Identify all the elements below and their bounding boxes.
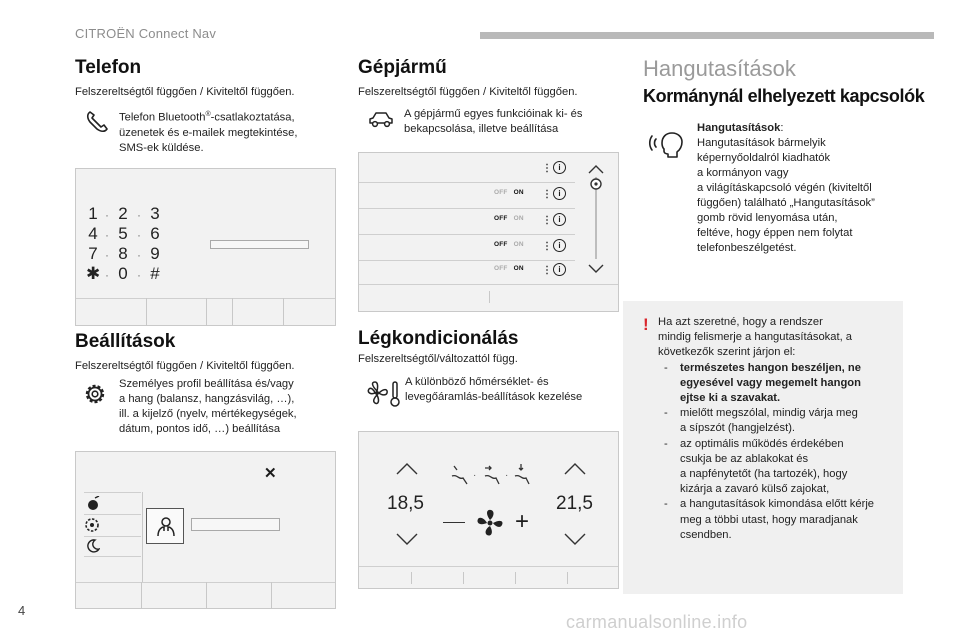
keypad-key[interactable]: 8 [118,244,128,263]
description-line: függően) található „Hangutasítások” [697,197,875,209]
keypad-key[interactable]: 7 [88,244,98,263]
climate-screen [358,431,619,589]
phone-icon [84,109,110,135]
keypad-separator: · [137,208,141,222]
info-icon[interactable]: i [553,187,566,200]
description-line: Hangutasítások bármelyik [697,137,826,149]
keypad-row [86,204,164,224]
number-field[interactable] [210,240,309,249]
watermark: carmanualsonline.info [566,612,748,632]
keypad-key[interactable]: 9 [150,244,160,263]
temp-right-down-icon[interactable] [563,532,587,546]
temp-left-value: 18,5 [387,493,424,514]
keypad-key[interactable]: 1 [88,204,98,223]
tip-text [658,315,902,543]
hangutasitasok-subtitle: Kormánynál elhelyezett kapcsolók [643,86,925,106]
keypad-row [86,224,164,244]
keypad-key[interactable]: 6 [150,224,160,243]
info-icon[interactable]: i [553,263,566,276]
airflow-modes-icon[interactable] [449,462,541,486]
fan-minus-icon[interactable] [443,522,465,523]
section-title-legkondi: Légkondicionálás [358,328,519,349]
keypad-separator: · [137,228,141,242]
telefon-subtitle: Felszereltségtől függően / Kiviteltől függően. [75,86,295,98]
svg-text:·: · [505,470,509,481]
voice-command-icon [648,127,686,161]
telefon-screen [75,168,336,326]
tip-intro-line: következők szerint járjon el: [658,346,796,359]
moon-icon[interactable] [86,539,100,553]
description-line: telefonbeszélgetést. [697,242,797,254]
user-profile-button[interactable] [146,508,184,544]
description-line: gomb rövid lenyomása után, [697,212,838,224]
keypad-key[interactable]: 3 [150,204,160,223]
description-line: képernyőoldalról kiadhatók [697,152,831,164]
beallitasok-subtitle: Felszereltségtől függően / Kiviteltől függően. [75,360,295,372]
hangutasitasok-description: Hangutasítások: Hangutasítások bármelyik képernyőoldalról kiadhatók a kormányon vagy a világításkapcsoló végén (kiviteltől függően) található „Hangutasítások” gomb rövid lenyomása után, feltéve, hogy éppen nem folytat telefonbeszélgetést. [697,121,907,256]
toggle-row-3[interactable]: OFF ON [494,241,524,248]
tip-intro-line: Ha azt szeretné, hogy a rendszer [658,316,823,328]
legkondi-description: A különböző hőmérséklet- és levegőáramlás-beállítások kezelése [405,376,583,403]
tip-list-item: - a hangutasítások kimondása előtt kérje meg a többi utast, hogy maradjanak csendben. [664,498,875,541]
keypad-key[interactable]: 5 [118,224,128,243]
telefon-description: Telefon Bluetooth®-csatlakoztatása, üzenetek és e-mailek megtekintése, SMS-ek küldése. [119,111,298,154]
toggle-row-4[interactable]: OFF ON [494,265,524,272]
keypad-separator: · [105,228,109,242]
gepjarmu-description: A gépjármű egyes funkcióinak ki- és bekapcsolása, illetve beállítása [404,108,583,135]
tip-list-item: - az optimális működés érdekében csukja be az ablakokat és a napfénytetőt (ha tartozék), hogy kizárja a zavaró külső zajokat, [664,437,848,496]
climate-icon [366,380,402,408]
section-title-telefon: Telefon [75,57,142,78]
info-icon[interactable]: i [553,213,566,226]
keypad-separator: · [105,208,109,222]
profile-settings-icon[interactable] [84,517,102,533]
temp-right-value: 21,5 [556,493,593,514]
info-icon[interactable]: i [553,161,566,174]
fan-plus-icon[interactable]: + [515,508,530,535]
legkondi-subtitle: Felszereltségtől/változattól függ. [358,353,518,365]
tip-intro-line: mindig felismerje a hangutasításokat, a [658,331,853,344]
user-icon [156,515,176,537]
toggle-row-1[interactable]: OFF ON [494,189,524,196]
info-icon[interactable]: i [553,239,566,252]
keypad-key[interactable]: 4 [88,224,98,243]
brand-header: CITROËN Connect Nav [75,26,217,41]
header-bar [480,32,934,39]
temp-right-up-icon[interactable] [563,462,587,476]
keypad-separator: · [105,268,109,282]
keypad-key[interactable]: # [150,264,160,283]
temp-left-down-icon[interactable] [395,532,419,546]
keypad-key[interactable]: 0 [118,264,128,283]
keypad-row [86,264,164,284]
close-icon[interactable]: ✕ [264,465,277,482]
keypad-key[interactable]: ✱ [86,264,101,283]
scrollbar[interactable] [585,163,607,275]
tip-list-item: - természetes hangon beszéljen, ne egyesével vagy megemelt hangon ejtse ki a szavakat. [664,361,861,405]
svg-text:·: · [473,470,477,481]
description-line: a világításkapcsoló végén (kiviteltől [697,182,872,194]
toggle-row-2[interactable]: OFF ON [494,215,524,222]
keypad-separator: · [105,248,109,262]
profile-name-field[interactable] [191,518,280,531]
description-line: feltéve, hogy éppen nem folytat [697,227,853,239]
settings-screen [75,451,336,609]
gear-icon [82,381,108,407]
tip-box [623,301,903,594]
gepjarmu-subtitle: Felszereltségtől függően / Kiviteltől függően. [358,86,578,98]
vehicle-screen: ⋮ i OFF ON OFF ON OFF ON OFF ON ⋮ i ⋮ i ⋮ i ⋮ i [358,152,619,312]
keypad-separator: · [137,268,141,282]
description-line: a kormányon vagy [697,167,789,179]
keypad-key[interactable]: 2 [118,204,128,223]
section-title-gepjarmu: Gépjármű [358,57,447,78]
section-title-beallitasok: Beállítások [75,331,176,352]
tip-list-item: - mielőtt megszólal, mindig várja meg a sípszót (hangjelzést). [664,407,858,435]
page-number: 4 [18,603,26,618]
fan-icon [475,508,505,538]
section-title-hangutasitasok: Hangutasítások [643,56,796,81]
beallitasok-description: Személyes profil beállítása és/vagy a hang (balansz, hangzásvilág, …), ill. a kijelző (nyelv, mértékegységek, dátum, pontos idő, …) beállítása [119,378,297,435]
car-icon [367,110,395,130]
keypad-separator: · [137,248,141,262]
warning-icon: ! [643,315,649,334]
audio-settings-icon[interactable] [86,496,102,510]
keypad-row [86,244,164,264]
temp-left-up-icon[interactable] [395,462,419,476]
